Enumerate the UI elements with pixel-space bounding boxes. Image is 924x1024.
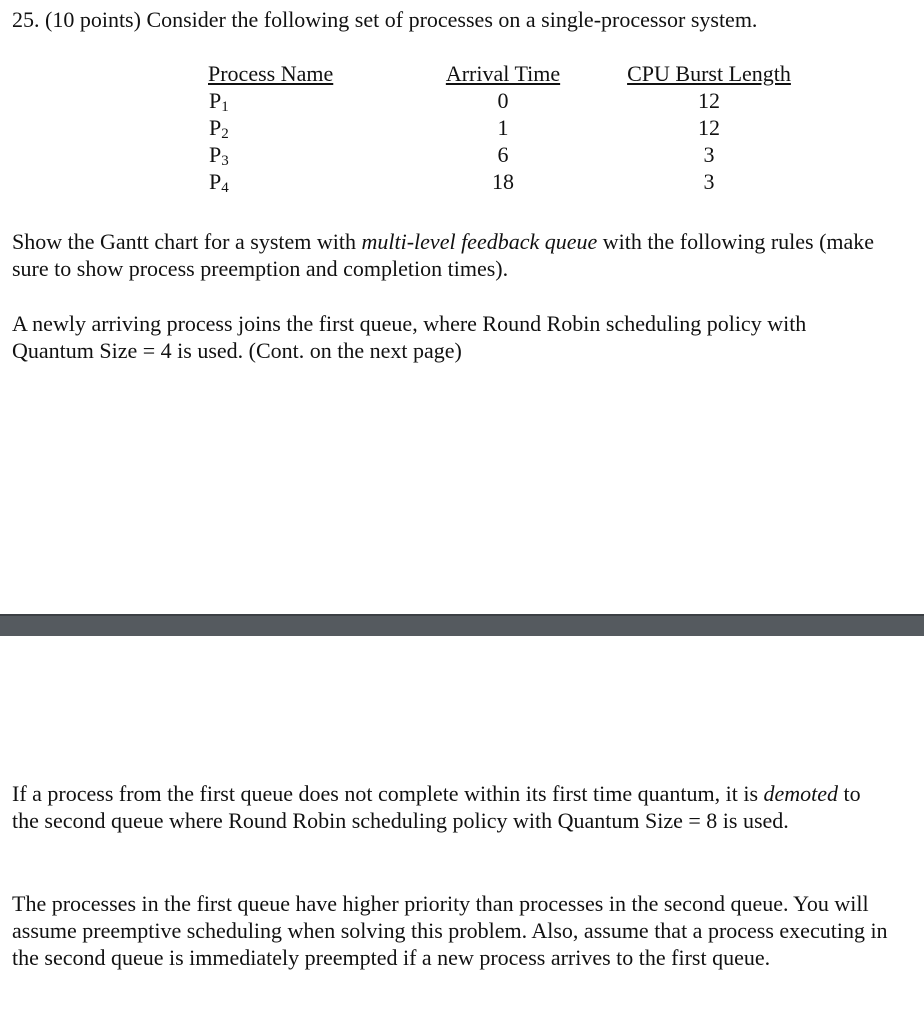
page-break-divider	[0, 614, 924, 636]
gantt-instruction-paragraph: Show the Gantt chart for a system with multi-level feedback queue with the following rules (make sure to show process preemption and completion times).	[12, 229, 875, 281]
arrival-time-cell: 18	[492, 169, 514, 194]
arrival-time-cell: 0	[497, 88, 509, 113]
process-name-cell: $P_2$	[209, 115, 229, 142]
process-name-cell: $P_1$	[209, 88, 229, 115]
cpu-burst-column	[619, 60, 799, 195]
cpu-burst-cell: 12	[698, 88, 720, 113]
cpu-burst-cell: 3	[703, 169, 715, 194]
arrival-time-cell: 6	[497, 142, 509, 167]
priority-paragraph: The processes in the first queue have higher priority than processes in the second queue. You will assume preemptive scheduling when solving this problem. Also, assume that a process executing in the second queue is immediately preempted if a new process arrives to the first queue.	[12, 891, 888, 970]
cpu-burst-header: CPU Burst Length	[627, 61, 791, 86]
first-queue-paragraph: A newly arriving process joins the first queue, where Round Robin scheduling policy with Quantum Size = 4 is used. (Cont. on the next page)	[12, 311, 807, 363]
second-queue-paragraph: If a process from the first queue does not complete within its first time quantum, it is demoted to the second queue where Round Robin scheduling policy with Quantum Size = 8 is used.	[12, 781, 861, 833]
cpu-burst-cell: 12	[698, 115, 720, 140]
process-name-header: Process Name	[208, 61, 334, 86]
process-name-column	[208, 60, 333, 195]
arrival-time-cell: 1	[497, 115, 509, 140]
process-name-cell: $P_3$	[209, 142, 229, 169]
process-name-cell: $P_4$	[209, 169, 229, 196]
arrival-time-column	[440, 60, 566, 195]
arrival-time-header: Arrival Time	[445, 61, 561, 86]
question-header: 25. (10 points) Consider the following set of processes on a single-processor system.	[12, 7, 758, 32]
cpu-burst-cell: 3	[703, 142, 715, 167]
page-bottom	[0, 636, 924, 1024]
